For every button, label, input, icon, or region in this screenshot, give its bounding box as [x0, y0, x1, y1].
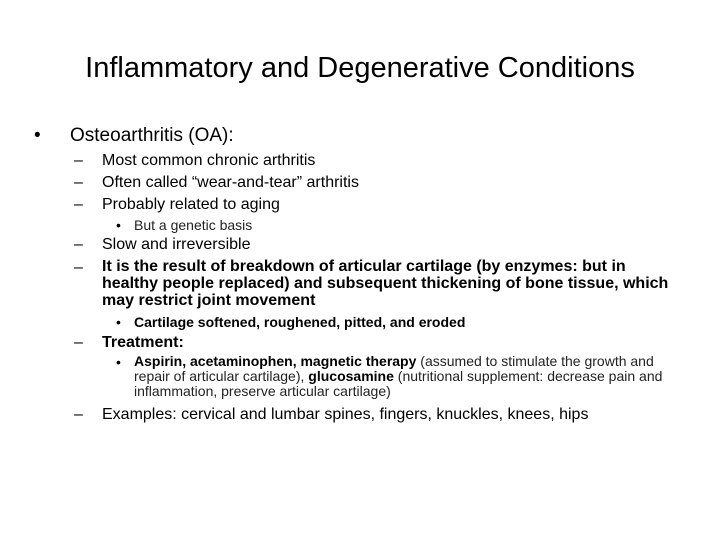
- dash-marker: –: [74, 259, 83, 276]
- glucosamine-text: glucosamine: [308, 368, 394, 384]
- subitem-text: Often called “wear-and-tear” arthritis: [102, 174, 359, 191]
- dash-marker: –: [74, 236, 83, 253]
- dash-marker: –: [74, 406, 83, 423]
- subitem-text: Most common chronic arthritis: [102, 152, 316, 169]
- bullet-text: Osteoarthritis (OA):: [70, 125, 234, 146]
- dash-marker: –: [74, 174, 83, 191]
- dash-marker: –: [74, 334, 83, 351]
- dash-marker: –: [74, 196, 83, 213]
- subitem-text: Examples: cervical and lumbar spines, fingers, knuckles, knees, hips: [102, 406, 589, 423]
- bullet-marker: •: [116, 314, 121, 330]
- subsubitem-text: But a genetic basis: [134, 217, 253, 233]
- subitem-text: It is the result of breakdown of articular cartilage (by enzymes: but in healthy people replaced) and subsequent thickening of bone tissue, which may restrict joint movement: [102, 258, 669, 309]
- bullet-marker: •: [116, 217, 121, 233]
- drugs-bold-text: Aspirin, acetaminophen, magnetic therapy: [134, 353, 417, 369]
- subitem-text: Treatment:: [102, 334, 184, 351]
- slide-title: Inflammatory and Degenerative Conditions: [85, 52, 635, 84]
- bullet-marker: •: [34, 125, 41, 146]
- dash-marker: –: [74, 152, 83, 169]
- subsubitem-text: Cartilage softened, roughened, pitted, and eroded: [134, 314, 466, 330]
- subitem-text: Probably related to aging: [102, 196, 280, 213]
- subsubitem-text: [134, 354, 674, 399]
- glucosamine-note-text: (nutritional supplement: decrease pain and inflammation, preserve articular cartilage): [134, 368, 663, 399]
- bullet-marker: •: [116, 354, 121, 370]
- drugs-note-text: (assumed to stimulate the growth and repair of articular cartilage),: [134, 353, 654, 384]
- subitem-text: Slow and irreversible: [102, 236, 251, 253]
